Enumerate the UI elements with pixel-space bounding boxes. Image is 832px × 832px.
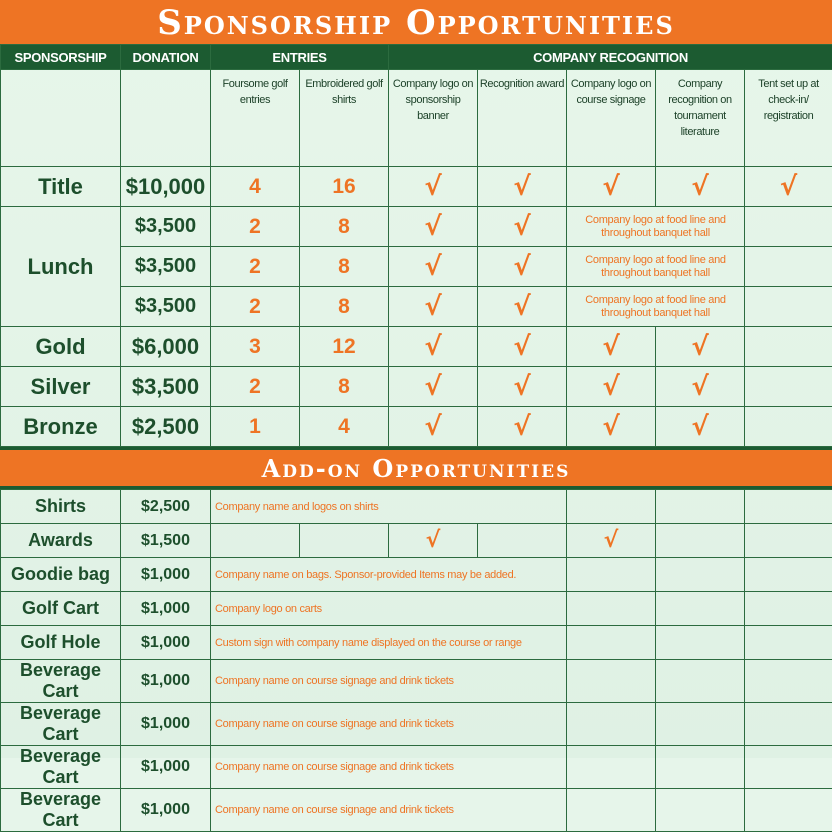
addon-name: Beverage Cart: [1, 660, 121, 703]
empty-cell: [745, 558, 832, 592]
foursome-count: 2: [211, 207, 300, 247]
empty-cell: [567, 592, 656, 626]
foursome-count: 2: [211, 287, 300, 327]
subheader-empty: [121, 70, 211, 167]
page-title: Sponsorship Opportunities: [0, 0, 832, 44]
subheader-foursome: Foursome golf entries: [211, 70, 300, 167]
check-icon: √: [389, 327, 478, 367]
check-icon: √: [389, 287, 478, 327]
shirt-count: 8: [300, 207, 389, 247]
shirt-count: 16: [300, 167, 389, 207]
empty-cell: [656, 660, 745, 703]
table-row-addon: [1, 789, 832, 832]
addon-note: Company name on bags. Sponsor-provided Items may be added.: [211, 558, 567, 592]
empty-cell: [745, 407, 832, 447]
check-icon: √: [656, 167, 745, 207]
sponsorship-name: Lunch: [1, 207, 121, 327]
empty-cell: [567, 490, 656, 524]
addon-note: Custom sign with company name displayed on the course or range: [211, 626, 567, 660]
table-row-addon: [1, 592, 832, 626]
table-row-lunch: [1, 207, 832, 247]
check-icon: √: [478, 247, 567, 287]
empty-cell: [745, 327, 832, 367]
check-icon: √: [389, 247, 478, 287]
table-row-gold: [1, 327, 832, 367]
addon-donation: $1,000: [121, 703, 211, 746]
addon-donation: $1,000: [121, 592, 211, 626]
addon-table: [0, 489, 832, 832]
foursome-count: 2: [211, 247, 300, 287]
table-row-addon: [1, 746, 832, 789]
addon-note: Company name on course signage and drink tickets: [211, 703, 567, 746]
subheader-award: Recognition award: [478, 70, 567, 167]
header-entries: ENTRIES: [211, 45, 389, 70]
header-company-recognition: COMPANY RECOGNITION: [389, 45, 832, 70]
addon-donation: $1,000: [121, 660, 211, 703]
subheader-literature: Company recognition on tournament literature: [656, 70, 745, 167]
donation-amount: $3,500: [121, 207, 211, 247]
foursome-count: 2: [211, 367, 300, 407]
table-row-bronze: [1, 407, 832, 447]
donation-amount: $6,000: [121, 327, 211, 367]
check-icon: √: [389, 207, 478, 247]
addon-name: Golf Hole: [1, 626, 121, 660]
addon-note: Company name on course signage and drink tickets: [211, 746, 567, 789]
addon-name: Golf Cart: [1, 592, 121, 626]
empty-cell: [745, 626, 832, 660]
addon-name: Goodie bag: [1, 558, 121, 592]
addon-donation: $1,000: [121, 626, 211, 660]
check-icon: √: [567, 407, 656, 447]
donation-amount: $2,500: [121, 407, 211, 447]
sponsorship-table: [0, 44, 832, 447]
empty-cell: [745, 746, 832, 789]
check-icon: √: [478, 207, 567, 247]
foursome-count: 3: [211, 327, 300, 367]
addon-donation: $1,000: [121, 746, 211, 789]
check-icon: √: [389, 407, 478, 447]
empty-cell: [656, 490, 745, 524]
empty-cell: [567, 558, 656, 592]
check-icon: √: [567, 524, 656, 558]
addon-donation: $1,000: [121, 789, 211, 832]
sponsorship-name: Title: [1, 167, 121, 207]
shirt-count: 8: [300, 287, 389, 327]
table-row-addon: [1, 558, 832, 592]
addon-note: Company name and logos on shirts: [211, 490, 567, 524]
empty-cell: [478, 524, 567, 558]
subheader-signage-logo: Company logo on course signage: [567, 70, 656, 167]
header-donation: DONATION: [121, 45, 211, 70]
empty-cell: [745, 247, 832, 287]
donation-amount: $10,000: [121, 167, 211, 207]
empty-cell: [656, 558, 745, 592]
empty-cell: [656, 524, 745, 558]
donation-amount: $3,500: [121, 287, 211, 327]
shirt-count: 4: [300, 407, 389, 447]
empty-cell: [745, 592, 832, 626]
table-row-title: [1, 167, 832, 207]
empty-cell: [211, 524, 300, 558]
addon-name: Beverage Cart: [1, 746, 121, 789]
check-icon: √: [478, 327, 567, 367]
addon-title: Add-on Opportunities: [0, 447, 832, 489]
check-icon: √: [389, 524, 478, 558]
subheader-empty: [1, 70, 121, 167]
empty-cell: [656, 592, 745, 626]
empty-cell: [567, 660, 656, 703]
empty-cell: [656, 703, 745, 746]
check-icon: √: [656, 327, 745, 367]
addon-note: Company name on course signage and drink tickets: [211, 660, 567, 703]
addon-name: Shirts: [1, 490, 121, 524]
table-row-addon: [1, 524, 832, 558]
lunch-note: Company logo at food line and throughout banquet hall: [567, 287, 745, 327]
table-row-addon: [1, 703, 832, 746]
header-sponsorship: SPONSORSHIP: [1, 45, 121, 70]
table-row-lunch: [1, 287, 832, 327]
empty-cell: [745, 524, 832, 558]
empty-cell: [745, 490, 832, 524]
sponsorship-name: Gold: [1, 327, 121, 367]
empty-cell: [567, 789, 656, 832]
check-icon: √: [478, 407, 567, 447]
sponsorship-name: Bronze: [1, 407, 121, 447]
lunch-note: Company logo at food line and throughout banquet hall: [567, 247, 745, 287]
check-icon: √: [656, 407, 745, 447]
addon-name: Beverage Cart: [1, 703, 121, 746]
subheader-shirts: Embroidered golf shirts: [300, 70, 389, 167]
check-icon: √: [389, 167, 478, 207]
subheader-banner-logo: Company logo on sponsorship banner: [389, 70, 478, 167]
check-icon: √: [656, 367, 745, 407]
empty-cell: [745, 660, 832, 703]
addon-name: Beverage Cart: [1, 789, 121, 832]
foursome-count: 4: [211, 167, 300, 207]
empty-cell: [745, 207, 832, 247]
check-icon: √: [478, 287, 567, 327]
lunch-note: Company logo at food line and throughout banquet hall: [567, 207, 745, 247]
check-icon: √: [567, 327, 656, 367]
donation-amount: $3,500: [121, 367, 211, 407]
donation-amount: $3,500: [121, 247, 211, 287]
addon-note: Company logo on carts: [211, 592, 567, 626]
empty-cell: [567, 703, 656, 746]
empty-cell: [656, 626, 745, 660]
sponsorship-name: Silver: [1, 367, 121, 407]
empty-cell: [656, 746, 745, 789]
check-icon: √: [567, 167, 656, 207]
empty-cell: [567, 626, 656, 660]
shirt-count: 8: [300, 247, 389, 287]
empty-cell: [656, 789, 745, 832]
table-row-addon: [1, 626, 832, 660]
check-icon: √: [389, 367, 478, 407]
addon-note: Company name on course signage and drink tickets: [211, 789, 567, 832]
addon-name: Awards: [1, 524, 121, 558]
empty-cell: [745, 287, 832, 327]
empty-cell: [745, 789, 832, 832]
empty-cell: [745, 703, 832, 746]
check-icon: √: [478, 367, 567, 407]
addon-donation: $1,000: [121, 558, 211, 592]
check-icon: √: [478, 167, 567, 207]
empty-cell: [300, 524, 389, 558]
table-row-addon: [1, 660, 832, 703]
shirt-count: 8: [300, 367, 389, 407]
check-icon: √: [745, 167, 832, 207]
empty-cell: [567, 746, 656, 789]
table-row-lunch: [1, 247, 832, 287]
shirt-count: 12: [300, 327, 389, 367]
table-row-silver: [1, 367, 832, 407]
check-icon: √: [567, 367, 656, 407]
subheader-tent: Tent set up at check-in/ registration: [745, 70, 832, 167]
empty-cell: [745, 367, 832, 407]
foursome-count: 1: [211, 407, 300, 447]
addon-donation: $1,500: [121, 524, 211, 558]
addon-donation: $2,500: [121, 490, 211, 524]
table-row-addon: [1, 490, 832, 524]
